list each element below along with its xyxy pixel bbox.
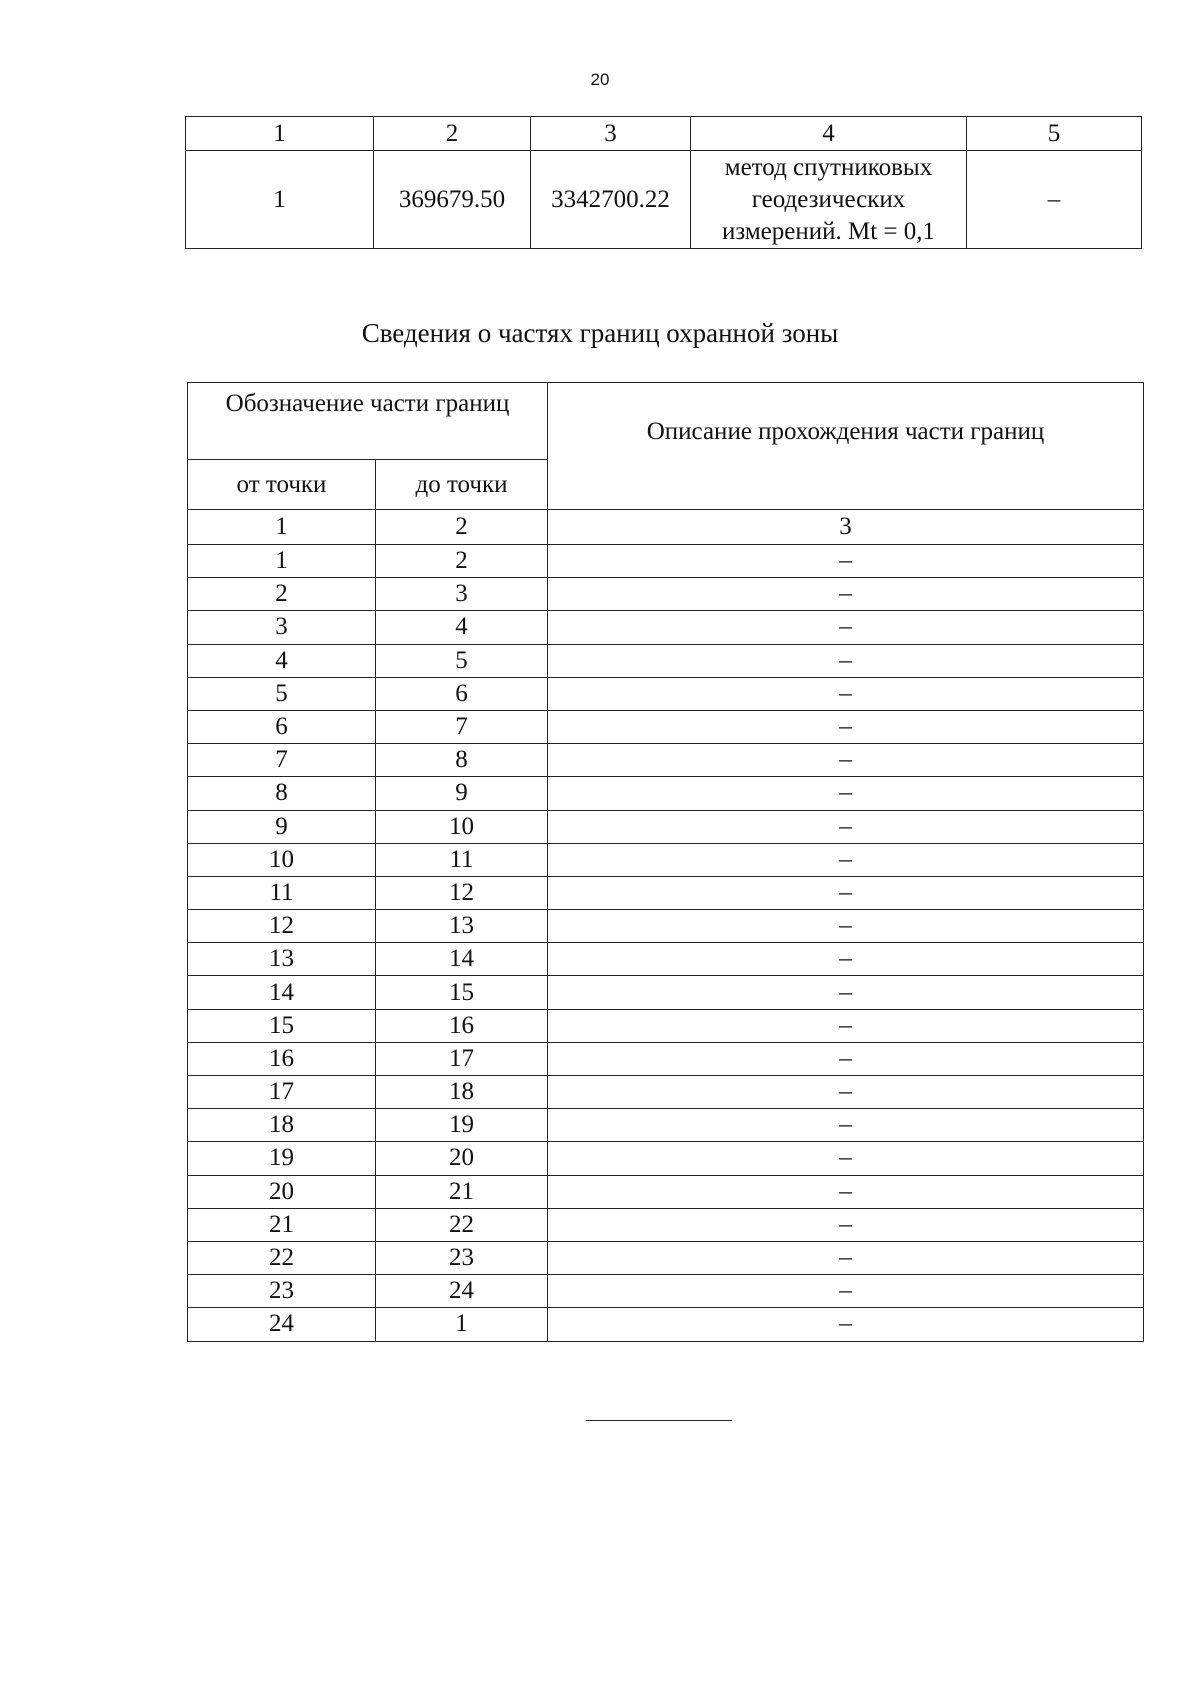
to-point: 5 bbox=[376, 644, 548, 677]
from-point: 9 bbox=[188, 810, 376, 843]
description-cell: – bbox=[548, 910, 1144, 943]
from-point: 16 bbox=[188, 1042, 376, 1075]
column-number: 3 bbox=[548, 510, 1144, 545]
from-point: 5 bbox=[188, 677, 376, 710]
x-coordinate: 369679.50 bbox=[374, 151, 531, 249]
table-row bbox=[188, 611, 1144, 644]
description-cell: – bbox=[548, 1208, 1144, 1241]
to-point: 14 bbox=[376, 943, 548, 976]
from-point: 23 bbox=[188, 1275, 376, 1308]
point-number: 1 bbox=[186, 151, 374, 249]
table-row bbox=[188, 1109, 1144, 1142]
to-point: 21 bbox=[376, 1175, 548, 1208]
coordinates-table bbox=[185, 116, 1142, 249]
table-row bbox=[188, 1208, 1144, 1241]
description-cell: – bbox=[548, 1009, 1144, 1042]
from-point: 14 bbox=[188, 976, 376, 1009]
to-point: 19 bbox=[376, 1109, 548, 1142]
from-point: 20 bbox=[188, 1175, 376, 1208]
from-point: 13 bbox=[188, 943, 376, 976]
to-point: 3 bbox=[376, 578, 548, 611]
description-cell: – bbox=[548, 1076, 1144, 1109]
description-cell: – bbox=[548, 777, 1144, 810]
to-point: 7 bbox=[376, 710, 548, 743]
from-point: 8 bbox=[188, 777, 376, 810]
description-cell: – bbox=[548, 611, 1144, 644]
to-point: 8 bbox=[376, 744, 548, 777]
end-divider bbox=[586, 1420, 732, 1421]
description-cell: – bbox=[548, 1308, 1144, 1341]
table-row bbox=[188, 943, 1144, 976]
description-cell: – bbox=[548, 810, 1144, 843]
table-row bbox=[188, 1142, 1144, 1175]
from-point: 6 bbox=[188, 710, 376, 743]
to-point: 11 bbox=[376, 843, 548, 876]
description-cell: – bbox=[548, 1042, 1144, 1075]
table-row bbox=[188, 1009, 1144, 1042]
column-number: 2 bbox=[374, 117, 531, 151]
from-point: 15 bbox=[188, 1009, 376, 1042]
method-line: геодезических bbox=[751, 185, 906, 213]
description-cell: – bbox=[548, 1142, 1144, 1175]
table-row bbox=[188, 578, 1144, 611]
to-point: 1 bbox=[376, 1308, 548, 1341]
description-cell: – bbox=[548, 976, 1144, 1009]
to-point: 6 bbox=[376, 677, 548, 710]
section-title: Сведения о частях границ охранной зоны bbox=[361, 318, 839, 348]
from-point: 18 bbox=[188, 1109, 376, 1142]
table-row bbox=[188, 1275, 1144, 1308]
to-point: 16 bbox=[376, 1009, 548, 1042]
note-cell: – bbox=[967, 151, 1142, 249]
table-row bbox=[188, 876, 1144, 909]
from-point: 19 bbox=[188, 1142, 376, 1175]
table-row bbox=[188, 777, 1144, 810]
to-point: 15 bbox=[376, 976, 548, 1009]
to-point: 24 bbox=[376, 1275, 548, 1308]
from-header: от точки bbox=[188, 460, 376, 510]
description-cell: – bbox=[548, 677, 1144, 710]
description-cell: – bbox=[548, 744, 1144, 777]
table-row bbox=[188, 644, 1144, 677]
to-point: 17 bbox=[376, 1042, 548, 1075]
description-cell: – bbox=[548, 644, 1144, 677]
table-row bbox=[188, 1175, 1144, 1208]
to-header: до точки bbox=[376, 460, 548, 510]
column-number: 1 bbox=[188, 510, 376, 545]
table-row bbox=[188, 1308, 1144, 1341]
method-line: метод спутниковых bbox=[724, 153, 933, 181]
description-cell: – bbox=[548, 1109, 1144, 1142]
to-point: 2 bbox=[376, 545, 548, 578]
description-cell: – bbox=[548, 1275, 1144, 1308]
description-cell: – bbox=[548, 545, 1144, 578]
to-point: 20 bbox=[376, 1142, 548, 1175]
table-row bbox=[188, 1042, 1144, 1075]
from-point: 12 bbox=[188, 910, 376, 943]
table-row bbox=[188, 1076, 1144, 1109]
to-point: 4 bbox=[376, 611, 548, 644]
description-cell: – bbox=[548, 710, 1144, 743]
column-number: 1 bbox=[186, 117, 374, 151]
table-row bbox=[188, 710, 1144, 743]
table-row bbox=[188, 744, 1144, 777]
from-point: 2 bbox=[188, 578, 376, 611]
table-row bbox=[186, 151, 1142, 249]
column-number: 2 bbox=[376, 510, 548, 545]
to-point: 10 bbox=[376, 810, 548, 843]
from-point: 10 bbox=[188, 843, 376, 876]
table-row bbox=[188, 843, 1144, 876]
from-point: 1 bbox=[188, 545, 376, 578]
column-number: 4 bbox=[691, 117, 967, 151]
group-header: Обозначение части границ bbox=[188, 383, 548, 460]
to-point: 22 bbox=[376, 1208, 548, 1241]
description-cell: – bbox=[548, 1175, 1144, 1208]
table-row bbox=[188, 677, 1144, 710]
description-cell: – bbox=[548, 876, 1144, 909]
from-point: 11 bbox=[188, 876, 376, 909]
description-cell: – bbox=[548, 843, 1144, 876]
to-point: 12 bbox=[376, 876, 548, 909]
table-row bbox=[188, 545, 1144, 578]
description-header: Описание прохождения части границ bbox=[548, 383, 1144, 510]
description-cell: – bbox=[548, 943, 1144, 976]
column-number: 5 bbox=[967, 117, 1142, 151]
boundary-parts-table bbox=[187, 382, 1144, 1342]
from-point: 17 bbox=[188, 1076, 376, 1109]
column-number: 3 bbox=[531, 117, 691, 151]
from-point: 3 bbox=[188, 611, 376, 644]
to-point: 9 bbox=[376, 777, 548, 810]
page-number: 20 bbox=[590, 70, 610, 89]
method-line: измерений. Mt = 0,1 bbox=[721, 217, 936, 245]
from-point: 4 bbox=[188, 644, 376, 677]
from-point: 24 bbox=[188, 1308, 376, 1341]
table-row bbox=[188, 810, 1144, 843]
description-cell: – bbox=[548, 578, 1144, 611]
to-point: 18 bbox=[376, 1076, 548, 1109]
y-coordinate: 3342700.22 bbox=[531, 151, 691, 249]
table-row bbox=[188, 1241, 1144, 1274]
description-cell: – bbox=[548, 1241, 1144, 1274]
column-number-row bbox=[186, 117, 1142, 151]
from-point: 7 bbox=[188, 744, 376, 777]
to-point: 23 bbox=[376, 1241, 548, 1274]
to-point: 13 bbox=[376, 910, 548, 943]
from-point: 21 bbox=[188, 1208, 376, 1241]
method-description bbox=[691, 151, 967, 249]
from-point: 22 bbox=[188, 1241, 376, 1274]
table-row bbox=[188, 910, 1144, 943]
table-row bbox=[188, 976, 1144, 1009]
column-number-row bbox=[188, 510, 1144, 545]
